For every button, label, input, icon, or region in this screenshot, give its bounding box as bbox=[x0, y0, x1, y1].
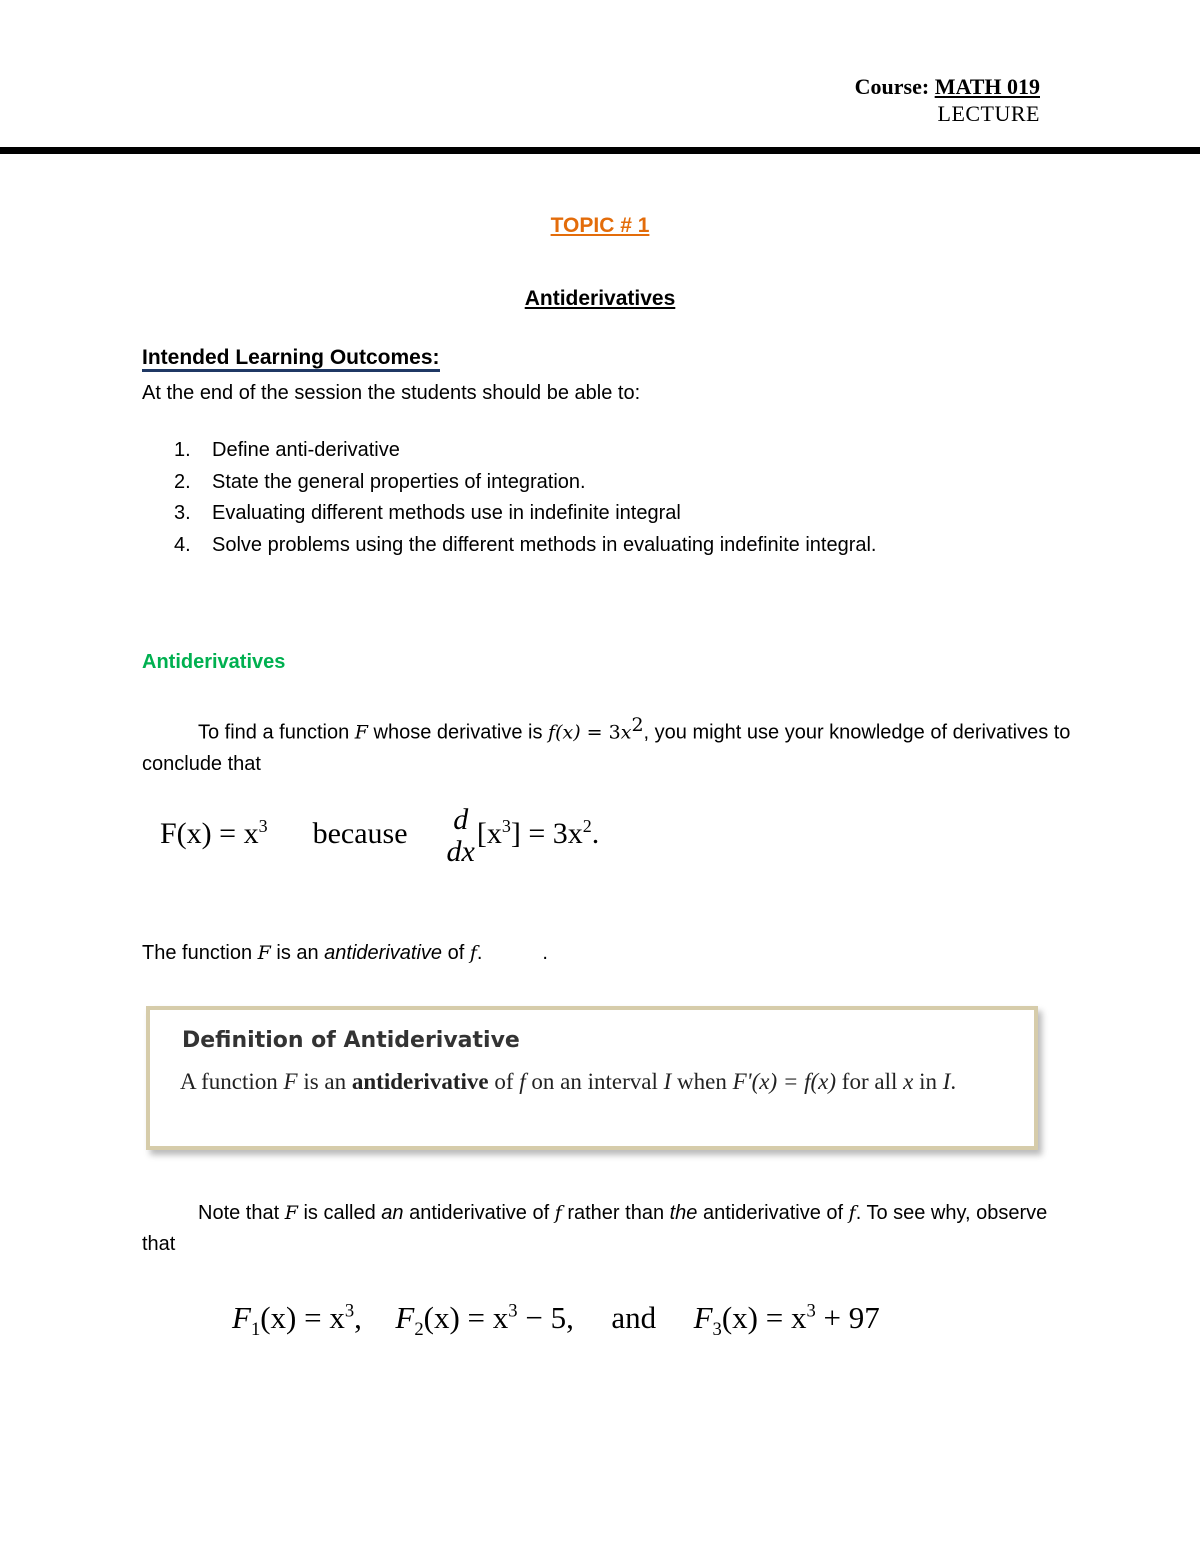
list-item: 3. Evaluating different methods use in indefinite integral bbox=[174, 502, 681, 524]
page-title: Antiderivatives bbox=[524, 287, 676, 310]
d-dx-fraction: d dx bbox=[446, 803, 475, 868]
topic-number: TOPIC # 1 bbox=[550, 214, 650, 237]
course-code: MATH 019 bbox=[934, 74, 1040, 99]
antiderivative-examples: $F_1(x) = x^3$, $F_2(x) = x^3 - 5$, and $F_3(x) = x^3 + 97$ bbox=[232, 1300, 880, 1341]
definition-title: Definition of Antiderivative bbox=[182, 1028, 520, 1053]
antiderivative-statement: The function F is an antiderivative of f. . bbox=[142, 942, 548, 964]
intro-paragraph: To find a function F whose derivative is $f(x) = 3x^2$, you might use your knowledge of derivatives to conclude that bbox=[142, 714, 1071, 775]
course-label: Course: bbox=[854, 74, 930, 99]
derivative-formula: $F(x) = x^3$ because d dx $[x^3] = 3x^2$. bbox=[160, 803, 600, 868]
course-line bbox=[855, 74, 1040, 100]
list-item: 4. Solve problems using the different methods in evaluating indefinite integral. bbox=[174, 533, 877, 556]
list-item: 2. State the general properties of integration. bbox=[174, 470, 586, 493]
header-rule bbox=[0, 147, 1200, 154]
ilo-intro: At the end of the session the students should be able to: bbox=[142, 382, 641, 404]
definition-body: A function F is an antiderivative of f on an interval I when F'(x) = f(x) for all x in I. bbox=[180, 1069, 957, 1094]
lecture-label: LECTURE bbox=[937, 101, 1040, 126]
note-paragraph: Note that F is called an antiderivative of f rather than the antiderivative of f. To see why, observe that bbox=[142, 1202, 1048, 1255]
section-heading: Antiderivatives bbox=[142, 651, 286, 673]
list-item: 1. Define anti-derivative bbox=[174, 439, 400, 461]
definition-box bbox=[146, 1006, 1038, 1150]
ilo-list bbox=[142, 439, 876, 565]
ilo-heading: Intended Learning Outcomes: bbox=[142, 346, 440, 370]
